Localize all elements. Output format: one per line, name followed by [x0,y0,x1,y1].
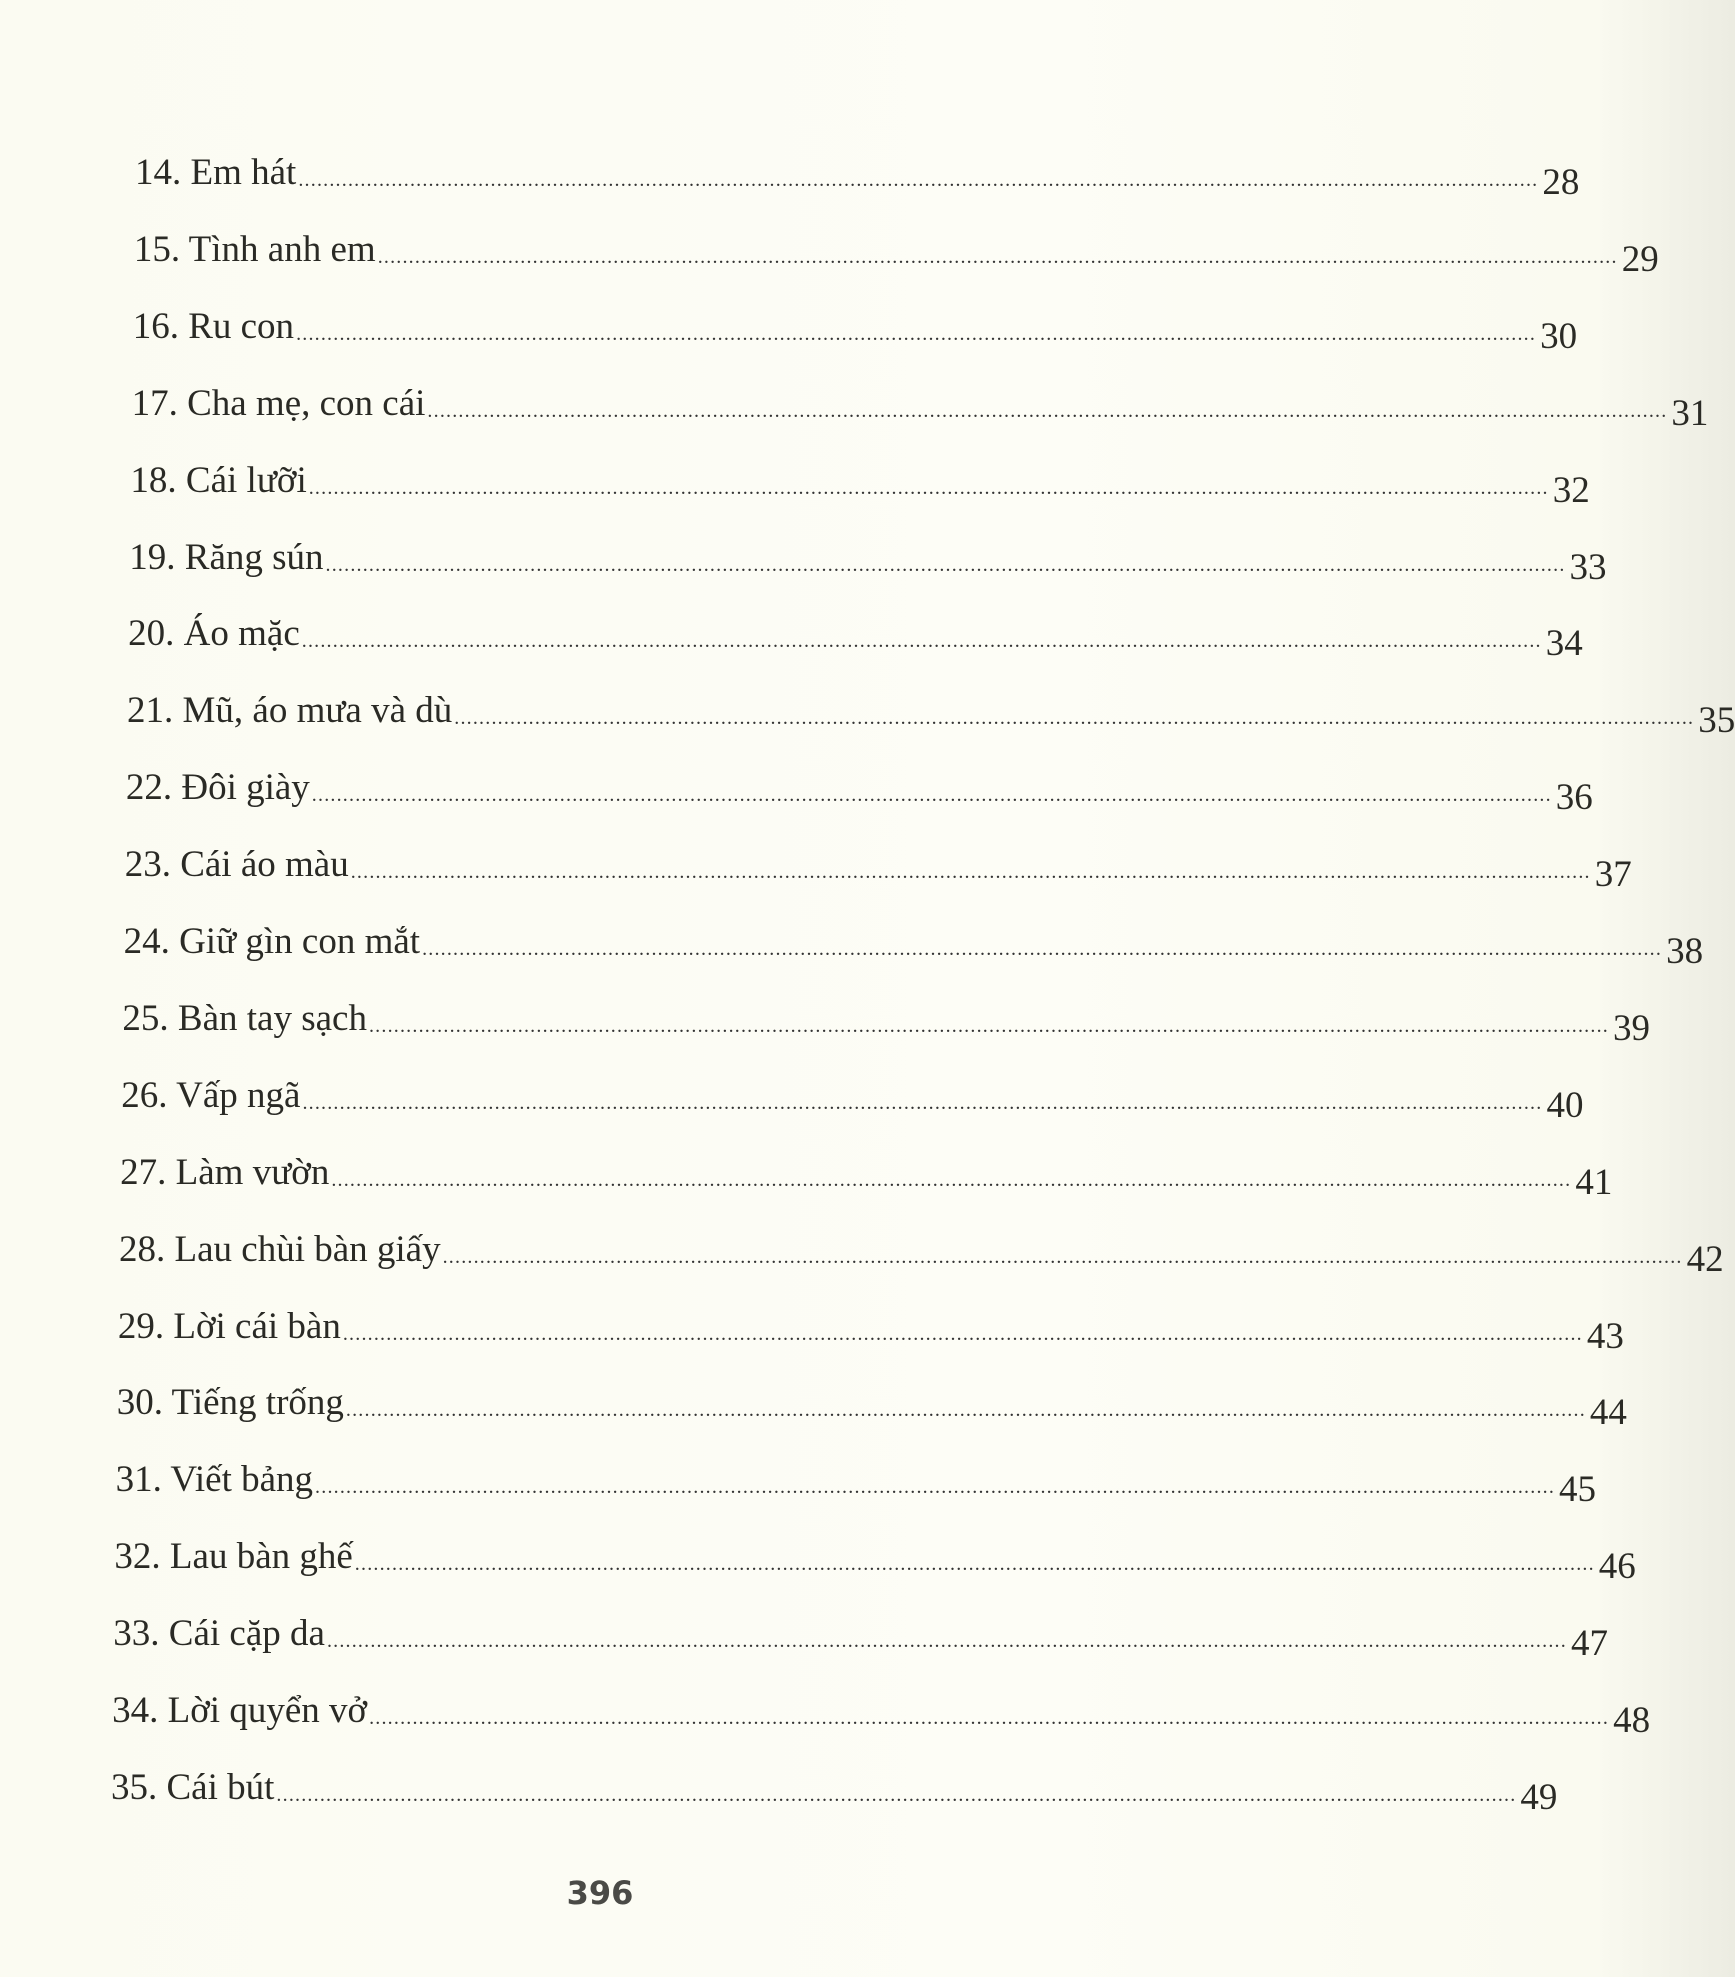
toc-entry-title: 16. Ru con [132,305,295,347]
toc-entry [116,1378,1627,1434]
dot-leader: ........................................................................................................................................................................................................ [276,1783,1517,1806]
toc-entry-title: 29. Lời cái bàn [117,1305,341,1347]
toc-entry-title: 14. Em hát [135,152,297,193]
toc-entry-page: 41 [1575,1161,1613,1203]
dot-leader: ........................................................................................................................................................................................................ [298,169,1539,191]
toc-entry [125,763,1593,819]
toc-entry [132,302,1578,357]
toc-entry-page: 37 [1594,854,1632,896]
toc-entry-page: 46 [1598,1546,1636,1588]
toc-entry-page: 42 [1686,1238,1724,1280]
dot-leader: ........................................................................................................................................................................................................ [442,1245,1683,1268]
toc-entry-page: 40 [1546,1084,1584,1126]
toc-entry-title: 31. Viết bảng [115,1459,314,1501]
toc-entry-title: 18. Cái lưỡi [130,459,307,501]
toc-entry [130,456,1590,511]
toc-entry-title: 25. Bàn tay sạch [122,997,367,1039]
toc-entry [123,917,1704,972]
toc-entry-title: 30. Tiếng trống [116,1382,344,1424]
toc-entry [129,533,1607,588]
toc-entry-page: 31 [1671,392,1709,434]
dot-leader: ........................................................................................................................................................................................................ [368,1014,1609,1037]
dot-leader: ........................................................................................................................................................................................................ [326,1630,1567,1653]
toc-entry-page: 38 [1666,931,1704,972]
toc-entry [119,1225,1724,1280]
dot-leader: ........................................................................................................................................................................................................ [315,1476,1556,1499]
toc-entry-page: 35 [1698,700,1735,742]
dot-leader: ........................................................................................................................................................................................................ [331,1168,1572,1191]
dot-leader: ........................................................................................................................................................................................................ [325,553,1566,576]
toc-entry [115,1455,1597,1511]
toc-entry-title: 26. Vấp ngã [121,1074,301,1116]
dot-leader: ........................................................................................................................................................................................................ [422,938,1663,960]
dot-leader: ........................................................................................................................................................................................................ [311,784,1552,807]
toc-entry-page: 32 [1552,469,1590,511]
dot-leader: ........................................................................................................................................................................................................ [301,630,1542,653]
toc-entry-title: 19. Răng sún [129,536,324,578]
toc-entry [122,994,1650,1049]
toc-entry-page: 44 [1589,1392,1627,1434]
dot-leader: ........................................................................................................................................................................................................ [342,1322,1583,1345]
toc-entry-title: 32. Lau bàn ghế [114,1536,353,1578]
toc-entry [124,840,1632,896]
dot-leader: ........................................................................................................................................................................................................ [350,861,1591,884]
toc-entry-title: 21. Mũ, áo mưa và dù [127,690,453,732]
dot-leader: ........................................................................................................................................................................................................ [354,1553,1595,1576]
toc-entry [121,1071,1584,1126]
toc-entry [127,686,1735,742]
toc-entry-page: 45 [1559,1469,1597,1511]
toc-entry-page: 28 [1542,162,1580,203]
dot-leader: ........................................................................................................................................................................................................ [454,707,1695,730]
toc-entry-page: 39 [1612,1007,1650,1049]
toc-entry-title: 35. Cái bút [111,1766,275,1808]
toc-entry-title: 23. Cái áo màu [124,844,349,886]
dot-leader: ........................................................................................................................................................................................................ [427,399,1668,422]
toc-entry-title: 34. Lời quyển vở [112,1690,368,1731]
toc-entry-page: 48 [1613,1700,1651,1741]
toc-entry [131,379,1709,434]
toc-entry [112,1686,1651,1741]
toc-entry-title: 27. Làm vườn [120,1151,330,1193]
toc-entry [114,1532,1636,1588]
toc-entry-page: 47 [1570,1623,1608,1665]
toc-entry-title: 17. Cha mẹ, con cái [131,382,426,424]
toc-entry [133,225,1659,280]
dot-leader: ........................................................................................................................................................................................................ [308,476,1549,499]
toc-entry [120,1148,1613,1203]
toc-entry-title: 33. Cái cặp da [113,1613,325,1655]
dot-leader: ........................................................................................................................................................................................................ [345,1399,1586,1422]
toc-entry-title: 24. Giữ gìn con mắt [123,921,421,962]
toc-entry [128,609,1583,665]
toc-entry-title: 15. Tình anh em [133,228,376,270]
toc-entry-page: 36 [1555,777,1593,819]
toc-entry [111,1763,1558,1818]
toc-entry [113,1609,1608,1665]
toc-entry [117,1302,1624,1357]
toc-entry-page: 49 [1520,1776,1558,1818]
toc-entry [135,148,1580,203]
dot-leader: ........................................................................................................................................................................................................ [369,1707,1610,1729]
toc-entry-page: 29 [1621,238,1659,280]
toc-entry-page: 34 [1545,623,1583,665]
dot-leader: ........................................................................................................................................................................................................ [377,245,1618,268]
toc-entry-title: 22. Đôi giày [125,767,310,809]
page-number: 396 [566,1874,634,1912]
toc-entry-title: 28. Lau chùi bàn giấy [119,1228,441,1270]
toc-entry-page: 43 [1586,1315,1624,1357]
dot-leader: ........................................................................................................................................................................................................ [296,322,1537,345]
toc-entry-page: 30 [1540,315,1578,357]
toc-entry-page: 33 [1569,546,1607,588]
toc-entry-title: 20. Áo mặc [128,613,300,655]
dot-leader: ........................................................................................................................................................................................................ [302,1091,1543,1114]
